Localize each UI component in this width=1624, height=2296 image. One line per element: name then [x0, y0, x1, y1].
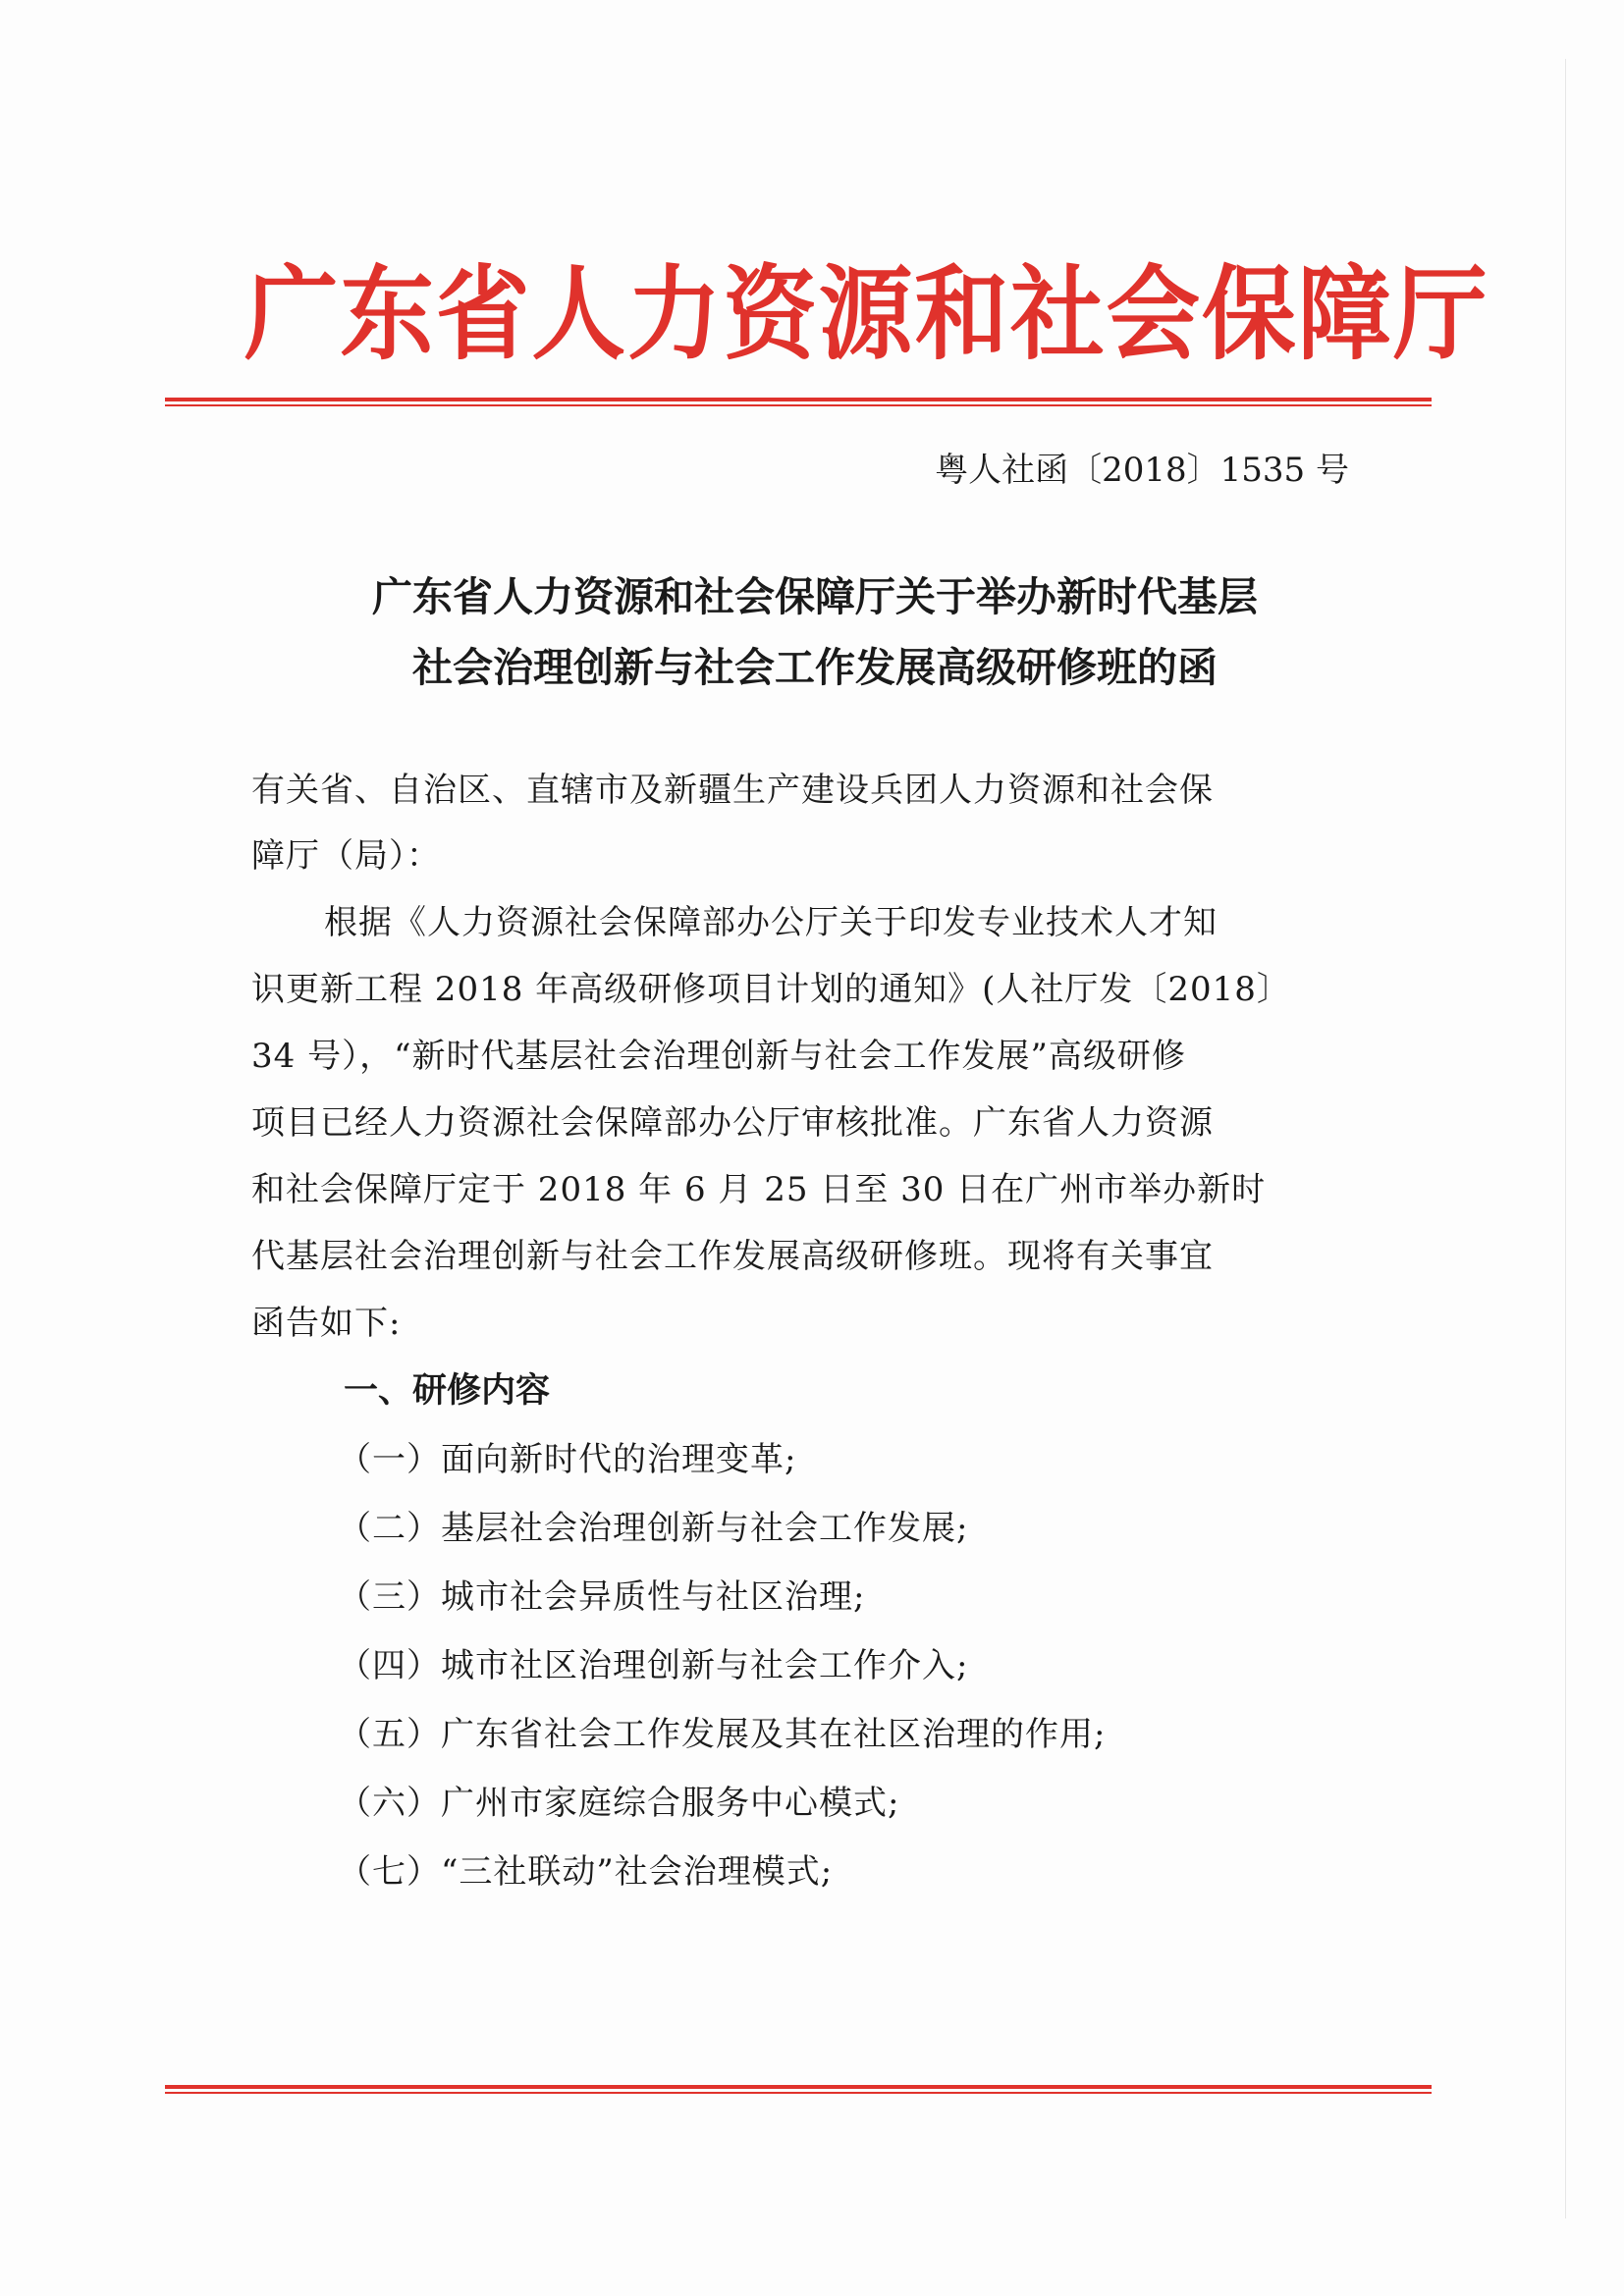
list-item: （二）基层社会治理创新与社会工作发展;: [338, 1509, 969, 1548]
body-line-7: 函告如下:: [251, 1304, 402, 1343]
footer-rule-thin: [165, 2092, 1432, 2094]
list-item: （四）城市社区治理创新与社会工作介入;: [338, 1646, 969, 1685]
footer-rule-thick: [165, 2085, 1432, 2089]
body-line-2: 识更新工程 2018 年高级研修项目计划的通知》(人社厅发〔2018〕: [251, 970, 1291, 1009]
letterhead-title: 广东省人力资源和社会保障厅: [244, 253, 1489, 374]
document-number: 粤人社函〔2018〕1535 号: [935, 451, 1349, 490]
body-line-1: 根据《人力资源社会保障部办公厅关于印发专业技术人才知: [324, 903, 1218, 942]
subject-line-1: 广东省人力资源和社会保障厅关于举办新时代基层: [372, 573, 1258, 620]
salutation-line-2: 障厅（局）：: [251, 836, 441, 876]
scan-edge: [1565, 59, 1566, 2218]
document-subject: [236, 561, 1394, 703]
body-line-3: 34 号），“新时代基层社会治理创新与社会工作发展”高级研修: [251, 1037, 1186, 1076]
letterhead-rule-thick: [165, 398, 1432, 401]
salutation-line-1: 有关省、自治区、直辖市及新疆生产建设兵团人力资源和社会保: [251, 771, 1214, 810]
subject-line-2: 社会治理创新与社会工作发展高级研修班的函: [412, 644, 1218, 691]
letterhead-rule-thin: [165, 404, 1432, 406]
list-item: （五）广东省社会工作发展及其在社区治理的作用;: [338, 1715, 1107, 1754]
body-line-6: 代基层社会治理创新与社会工作发展高级研修班。现将有关事宜: [251, 1237, 1214, 1276]
body-line-5: 和社会保障厅定于 2018 年 6 月 25 日至 30 日在广州市举办新时: [251, 1170, 1267, 1209]
list-item: （七）“三社联动”社会治理模式;: [338, 1852, 834, 1892]
list-item: （一）面向新时代的治理变革;: [338, 1440, 797, 1479]
body-line-4: 项目已经人力资源社会保障部办公厅审核批准。广东省人力资源: [251, 1103, 1214, 1143]
list-item: （六）广州市家庭综合服务中心模式;: [338, 1784, 900, 1823]
list-item: （三）城市社会异质性与社区治理;: [338, 1577, 866, 1617]
section-heading-content: 一、研修内容: [344, 1371, 551, 1411]
